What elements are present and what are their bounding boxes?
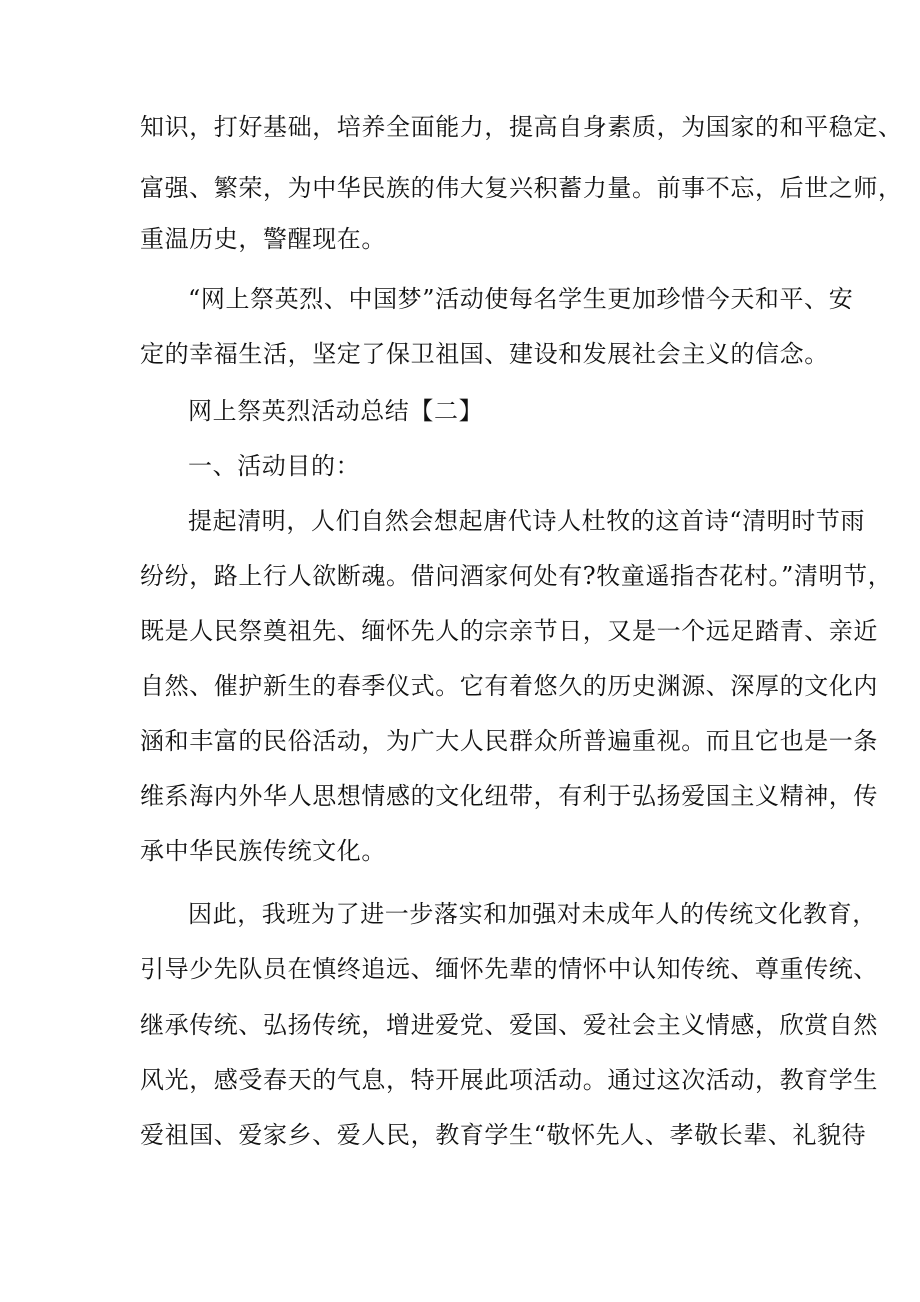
text-line: 既是人民祭奠祖先、缅怀先人的宗亲节日，又是一个远足踏青、亲近 bbox=[140, 617, 878, 645]
text-line: 定的幸福生活，坚定了保卫祖国、建设和发展社会主义的信念。 bbox=[140, 340, 829, 368]
text-line: 承中华民族传统文化。 bbox=[140, 837, 386, 865]
text-line: 富强、繁荣，为中华民族的伟大复兴积蓄力量。前事不忘，后世之师， bbox=[140, 174, 903, 202]
paragraph-first-line: “网上祭英烈、中国梦”活动使每名学生更加珍惜今天和平、安 bbox=[188, 285, 854, 313]
paragraph-first-line: 提起清明，人们自然会想起唐代诗人杜牧的这首诗“清明时节雨 bbox=[188, 507, 866, 535]
text-line: 自然、催护新生的春季仪式。它有着悠久的历史渊源、深厚的文化内 bbox=[140, 672, 878, 700]
text-line: 维系海内外华人思想情感的文化纽带，有利于弘扬爱国主义精神，传 bbox=[140, 782, 878, 810]
text-line: 纷纷，路上行人欲断魂。借问酒家何处有?牧童遥指杏花村。”清明节， bbox=[140, 562, 893, 590]
text-line: 引导少先队员在慎终追远、缅怀先辈的情怀中认知传统、尊重传统、 bbox=[140, 955, 878, 983]
text-line: 继承传统、弘扬传统，增进爱党、爱国、爱社会主义情感，欣赏自然 bbox=[140, 1011, 878, 1039]
text-line: 涵和丰富的民俗活动，为广大人民群众所普遍重视。而且它也是一条 bbox=[140, 727, 878, 755]
text-line: 重温历史，警醒现在。 bbox=[140, 225, 386, 253]
text-line: 风光，感受春天的气息，特开展此项活动。通过这次活动，教育学生 bbox=[140, 1066, 878, 1094]
section-title: 网上祭英烈活动总结【二】 bbox=[188, 397, 484, 425]
paragraph-first-line: 因此，我班为了进一步落实和加强对未成年人的传统文化教育， bbox=[188, 900, 877, 928]
section-subtitle: 一、活动目的： bbox=[188, 452, 361, 480]
text-line: 知识，打好基础，培养全面能力，提高自身素质，为国家的和平稳定、 bbox=[140, 113, 903, 141]
text-line: 爱祖国、爱家乡、爱人民，教育学生“敬怀先人、孝敬长辈、礼貌待 bbox=[140, 1121, 867, 1149]
